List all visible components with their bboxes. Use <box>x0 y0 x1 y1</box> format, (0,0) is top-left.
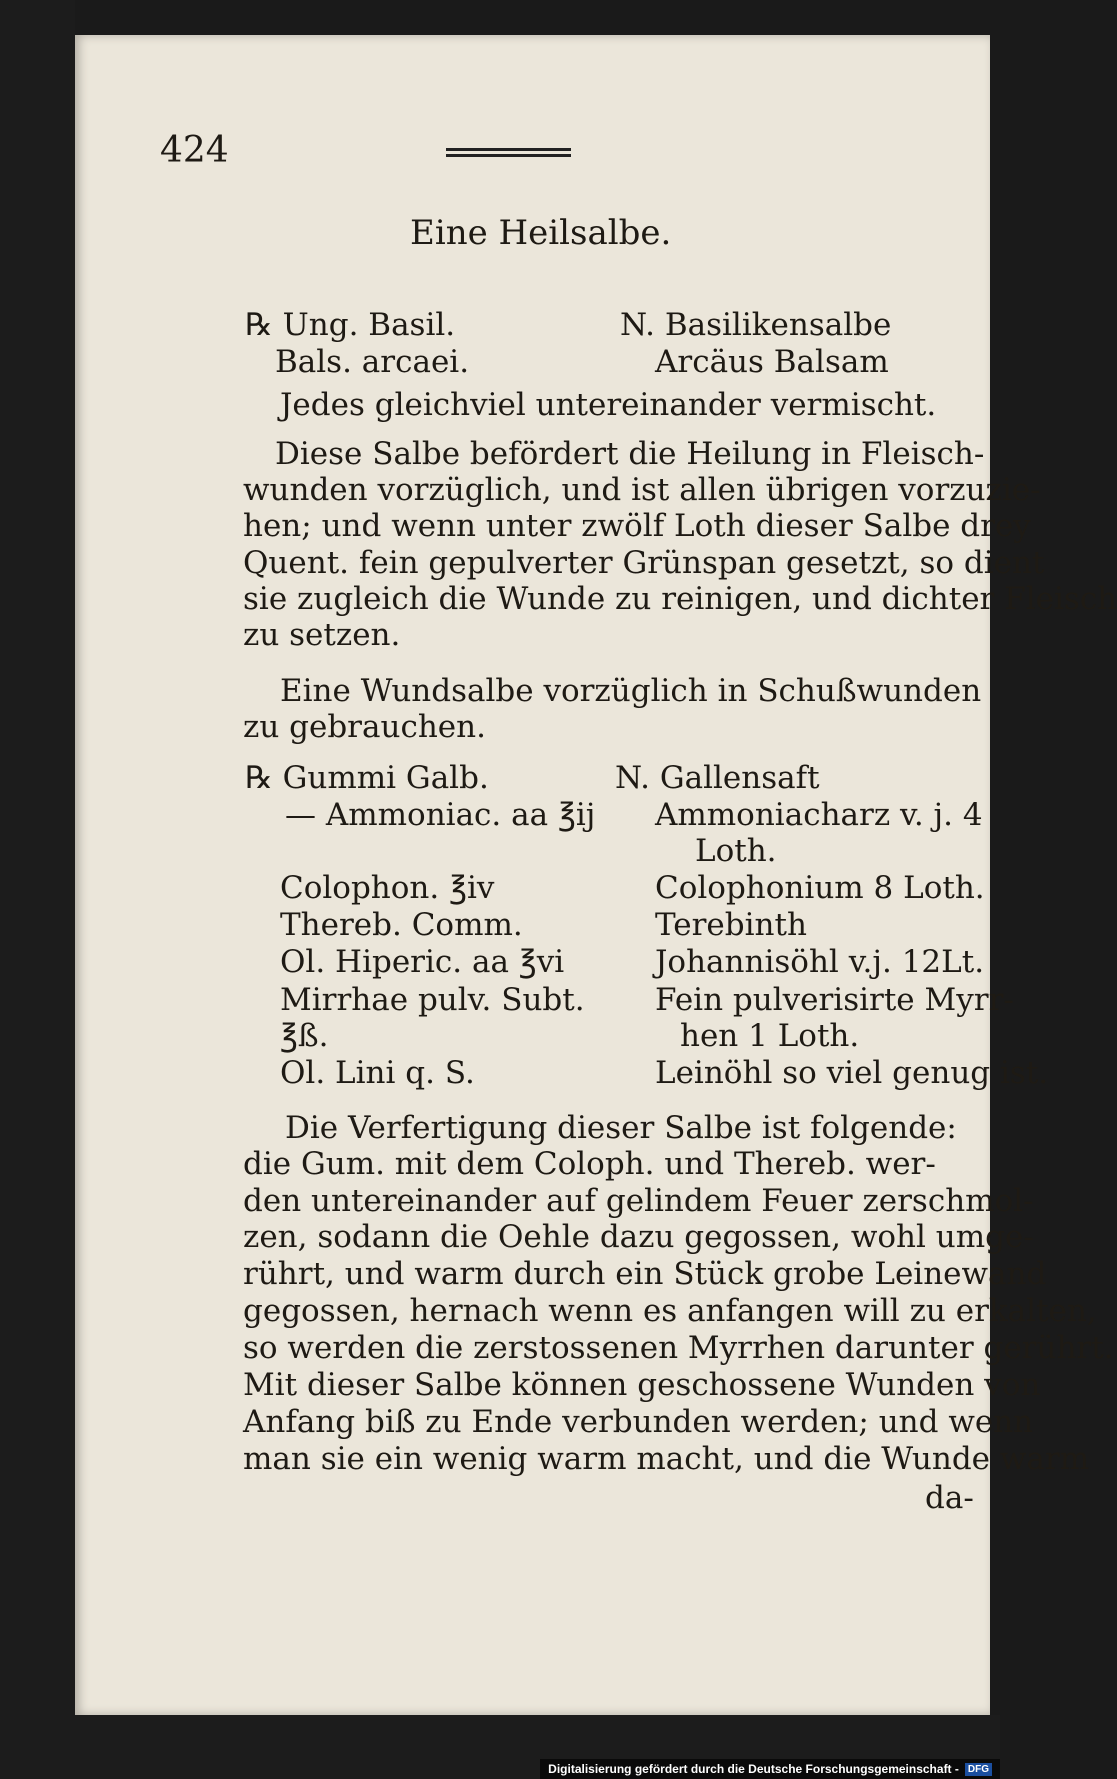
recipe2-left-line: ℞ Gummi Galb. <box>245 760 489 796</box>
paragraph1-line: Diese Salbe befördert die Heilung in Fleisch- <box>275 436 985 472</box>
recipe2-right-line: hen 1 Loth. <box>680 1018 860 1054</box>
paragraph1-line: wunden vorzüglich, und ist allen übrigen vorzuzie- <box>243 472 1041 508</box>
recipe1-left-line: ℞ Ung. Basil. <box>245 307 456 343</box>
recipe2-left-line: Ol. Lini q. S. <box>280 1055 475 1091</box>
recipe2-left-line: Thereb. Comm. <box>280 907 523 943</box>
page-number: 424 <box>160 130 229 171</box>
paragraph2-line: gegossen, hernach wenn es anfangen will zu erkalten, <box>243 1293 1097 1329</box>
subheading-line: zu gebrauchen. <box>243 709 486 745</box>
recipe2-right-line: Johannisöhl v.j. 12Lt. <box>655 944 985 980</box>
recipe1-right-line: Arcäus Balsam <box>655 344 889 380</box>
dfg-logo: DFG <box>965 1763 992 1776</box>
digitization-footer <box>540 1759 1000 1779</box>
paragraph2-line: Anfang biß zu Ende verbunden werden; und wenn <box>243 1404 1034 1440</box>
paragraph2-line: Die Verfertigung dieser Salbe ist folgende: <box>285 1110 957 1146</box>
recipe1-left-line: Bals. arcaei. <box>275 344 470 380</box>
recipe2-right-line: Loth. <box>695 833 777 869</box>
recipe1-right-line: N. Basilikensalbe <box>620 307 892 343</box>
recipe2-right-line: Ammoniacharz v. j. 4 <box>655 797 983 833</box>
paragraph2-line: Mit dieser Salbe können geschossene Wunden von <box>243 1367 1041 1403</box>
paragraph2-line: so werden die zerstossenen Myrrhen darunter gerührt. <box>243 1330 1114 1366</box>
footer-credit-text: Digitalisierung gefördert durch die Deutsche Forschungsgemeinschaft - <box>548 1762 959 1776</box>
paragraph2-line: den untereinander auf gelindem Feuer zerschmol- <box>243 1183 1034 1219</box>
recipe2-left-line: — Ammoniac. aa ℥ij <box>285 797 596 833</box>
recipe2-right-line: Leinöhl so viel genug ist. <box>655 1055 1049 1091</box>
header-ornament-rule <box>446 148 571 160</box>
paragraph2-line: rührt, und warm durch ein Stück grobe Leinewand <box>243 1256 1047 1292</box>
paragraph2-line: zen, sodann die Oehle dazu gegossen, wohl umge- <box>243 1219 1034 1255</box>
paragraph2-line: man sie ein wenig warm macht, und die Wunde warm <box>243 1441 1090 1477</box>
paragraph1-line: hen; und wenn unter zwölf Loth dieser Salbe drey <box>243 508 1031 544</box>
paragraph2-line: die Gum. mit dem Coloph. und Thereb. wer- <box>243 1146 936 1182</box>
section-title: Eine Heilsalbe. <box>410 213 672 253</box>
paragraph1-line: Quent. fein gepulverter Grünspan gesetzt, so dient <box>243 545 1045 581</box>
recipe2-left-line: ℥ß. <box>280 1018 329 1054</box>
paragraph1-line: Jedes gleichviel untereinander vermischt. <box>280 387 937 423</box>
recipe2-left-line: Colophon. ℥iv <box>280 870 495 906</box>
recipe2-right-line: Colophonium 8 Loth. <box>655 870 985 906</box>
scan-background-left <box>0 0 75 1779</box>
paragraph1-line: zu setzen. <box>243 617 401 653</box>
catchword: da- <box>925 1480 974 1516</box>
recipe2-left-line: Ol. Hiperic. aa ℥vi <box>280 944 565 980</box>
recipe2-right-line: N. Gallensaft <box>615 760 820 796</box>
recipe2-left-line: Mirrhae pulv. Subt. <box>280 982 585 1018</box>
recipe2-right-line: Fein pulverisirte Myrr- <box>655 982 1014 1018</box>
paragraph1-line: sie zugleich die Wunde zu reinigen, und dichter Fleisch <box>243 581 1117 617</box>
recipe2-right-line: Terebinth <box>655 907 807 943</box>
subheading-line: Eine Wundsalbe vorzüglich in Schußwunden <box>280 673 982 709</box>
